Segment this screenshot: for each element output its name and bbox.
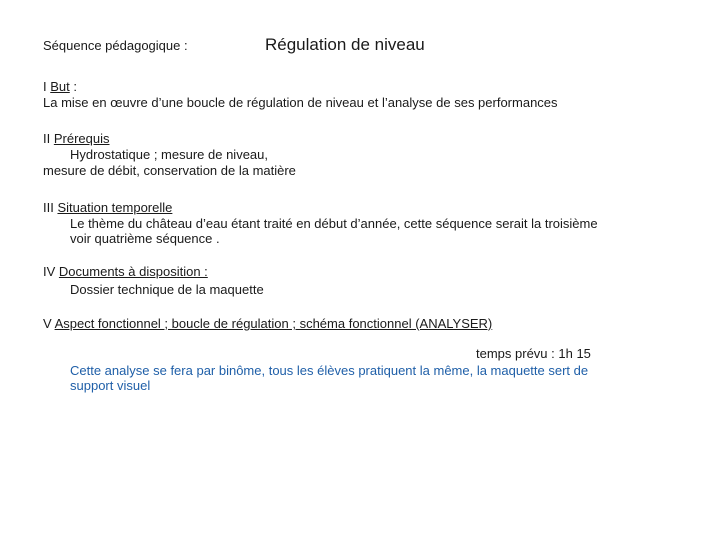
- section-but-text: La mise en œuvre d’une boucle de régulation de niveau et l’analyse de ses performances: [43, 95, 558, 110]
- section-number: IV: [43, 264, 56, 279]
- section-heading-text: But: [50, 79, 70, 94]
- section-number: II: [43, 131, 51, 146]
- section-number: I: [43, 79, 47, 94]
- section-heading-text: Aspect fonctionnel ; boucle de régulation ; schéma fonctionnel (ANALYSER): [54, 316, 493, 331]
- section-heading-text: Situation temporelle: [57, 200, 173, 215]
- section-situation-line1: Le thème du château d’eau étant traité en début d’année, cette séquence serait la troisième: [70, 216, 598, 231]
- section-situation-heading: [43, 200, 172, 216]
- section-number: III: [43, 200, 54, 215]
- section-documents-line1: Dossier technique de la maquette: [70, 282, 264, 297]
- sequence-label: Séquence pédagogique :: [43, 38, 188, 53]
- section-heading-text: Prérequis: [53, 131, 110, 146]
- section-prerequis-line1: Hydrostatique ; mesure de niveau,: [70, 147, 268, 162]
- time-estimate: temps prévu : 1h 15: [476, 346, 591, 361]
- section-but-heading: [43, 79, 77, 95]
- section-heading-text: Documents à disposition :: [58, 264, 208, 279]
- section-prerequis-heading: [43, 131, 110, 147]
- section-prerequis-line2: mesure de débit, conservation de la matière: [43, 163, 296, 178]
- section-situation-line2: voir quatrième séquence .: [70, 231, 220, 246]
- section-aspect-line1: Cette analyse se fera par binôme, tous les élèves pratiquent la même, la maquette sert de: [70, 363, 589, 378]
- section-aspect-line2: support visuel: [70, 378, 151, 393]
- section-documents-heading: [43, 264, 208, 280]
- section-aspect-heading: [43, 316, 492, 332]
- section-heading-suffix: :: [69, 79, 77, 94]
- section-number: V: [43, 316, 52, 331]
- page-title: Régulation de niveau: [265, 35, 425, 54]
